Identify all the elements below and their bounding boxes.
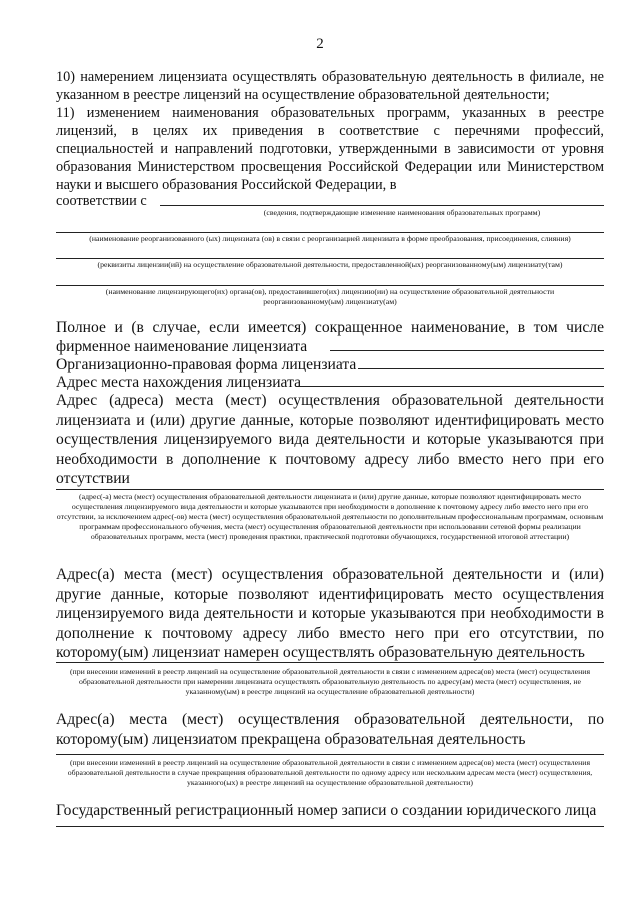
caption-reorg-name: (наименование реорганизованного (ых) лицензиата (ов) в связи с реорганизацией лицензиата в форме преобразования, присоединения, слияния)	[89, 234, 571, 243]
new-address-line	[56, 662, 604, 663]
activity-address-label: Адрес (адреса) места (мест) осуществления образовательной деятельности лицензиата и (или) другие данные, которые позволяют идентифицировать место осуществления лицензируемого вида деятельности и которые указываются при необходимости в дополнение к почтовому адресу либо вместо него при его отсутствии	[56, 392, 604, 487]
caption-activity-address: (адрес(-а) места (мест) осуществления образовательной деятельности лицензиата и (или) другие данные, которые позволяют идентифицировать место осуществления лицензируемого вида деятельности и которые указываются при необходимости в дополнение к почтовому адресу либо вместо него при его отсутствии, за исключением адрес(-ов) места (мест) осуществления образовательной деятельности по дополнительным профессиональным программам, основным программам профессионального обучения, места (мест) осуществления образовательной деятельности при использовании сетевой формы реализации образовательных программ, места (мест) проведения практики, практической подготовки обучающихся, государственной итоговой аттестации)	[56, 492, 604, 541]
closed-address-label: Адрес(а) места (мест) осуществления образовательной деятельности, по которому(ым) лицензиатом прекращена образовательная деятельность	[56, 711, 604, 748]
caption-reorg-license: (реквизиты лицензии(ий) на осуществление образовательной деятельности, предоставленной(ых) реорганизованному(ым) лицензиату(там)	[97, 260, 563, 269]
caption-licensing-body: (наименование лицензирующего(их) органа(ов), предоставившего(их) лицензию(ии) на осуществление образовательной деятельности реорганизованному(ым) лицензиату(ам)	[105, 287, 555, 306]
caption-programs: (сведения, подтверждающие изменение наименования образовательных программ)	[263, 208, 541, 217]
caption-new-address: (при внесении изменений в реестр лицензий на осуществление образовательной деятельности в связи с изменением адреса(ов) места (мест) осуществления образовательной деятельности при намерении лицензиата осуществлять образовательную деятельность по адресу(ам) места (мест) осуществления, не указанному(ым) в реестре лицензий на осуществление образовательной деятельности)	[69, 667, 591, 696]
caption-closed-address: (при внесении изменений в реестр лицензий на осуществление образовательной деятельности в связи с изменением адреса(ов) места (мест) осуществления образовательной деятельности в случае прекращения образовательной деятельности по одному адресу или нескольким адресам места (мест) осуществления, указанного(ых) в реестре лицензий на осуществление образовательной деятельности)	[67, 758, 593, 787]
registration-label: Государственный регистрационный номер записи о создании юридического лица	[56, 802, 597, 819]
address-field-line	[296, 386, 604, 387]
item-11-text: 11) изменением наименования образовательных программ, указанных в реестре лицензий, в целях их приведения в соответствие с перечнями профессий, специальностей и направлений подготовки, утвержденными в зависимости от уровня образования Министерством просвещения Российской Федерации или Министерством науки и высшего образования Российской Федерации, в	[56, 105, 604, 193]
new-address-label: Адрес(а) места (мест) осуществления образовательной деятельности и (или) другие данные, которые позволяют идентифицировать место осуществления лицензируемого вида деятельности и которые указываются при необходимости в дополнение к почтовому адресу либо вместо него при его отсутствии, по которому(ым) лицензиат намерен осуществлять образовательную деятельность	[56, 566, 604, 661]
reorg-name-line	[56, 232, 604, 233]
closed-address-line	[56, 754, 604, 755]
item-11-tail: соответствии с	[56, 193, 147, 209]
legal-form-field-line	[358, 368, 604, 369]
address-label: Адрес места нахождения лицензиата	[56, 374, 301, 391]
page-number: 2	[316, 36, 324, 52]
item-10: 10) намерением лицензиата осуществлять образовательную деятельность в филиале, не указанном в реестре лицензий на осуществление образовательной деятельности;	[56, 69, 604, 103]
reorg-license-line	[56, 258, 604, 259]
registration-field-line	[56, 826, 604, 827]
full-name-label-2: фирменное наименование лицензиата	[56, 338, 308, 355]
programs-field-line	[160, 205, 604, 206]
full-name-field-line	[330, 350, 604, 351]
legal-form-label: Организационно-правовая форма лицензиата	[56, 356, 357, 373]
activity-address-line	[56, 489, 604, 490]
item-11	[56, 104, 604, 194]
licensing-body-line	[56, 285, 604, 286]
full-name-label-1: Полное и (в случае, если имеется) сокращенное наименование, в том числе	[56, 319, 604, 336]
